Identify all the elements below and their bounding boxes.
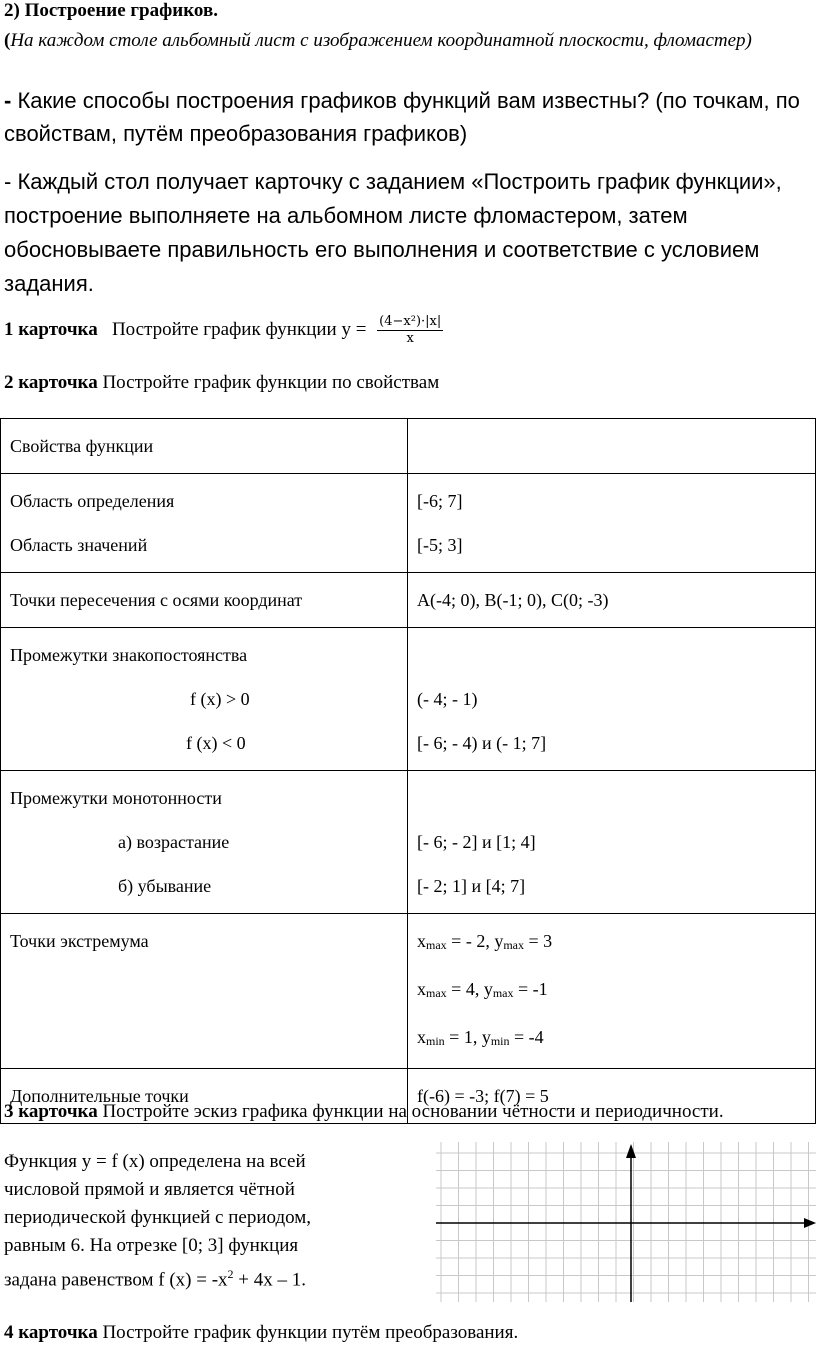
- card-2-label: 2 карточка: [4, 372, 98, 393]
- x-axis-arrow-icon: [804, 1218, 816, 1228]
- table-row: [1, 628, 816, 771]
- card-2: [4, 372, 439, 394]
- question-methods: - Какие способы построения графиков функций вам известны? (по точкам, по свойствам, путём преобразования графиков): [4, 88, 800, 146]
- card-3-text: Постройте эскиз графика функции на основании чётности и периодичности.: [97, 1101, 724, 1122]
- extremum-1: $x_{max}$ = - 2, $y_{max} = 3$: [417, 931, 553, 952]
- increasing-value: [- 6; - 2] и [1; 4]: [417, 832, 536, 852]
- card-1: [4, 314, 443, 360]
- table-row: [1, 419, 816, 474]
- formula-numerator: (4−x²)·|x|: [379, 314, 442, 329]
- positive-label: f (x) > 0: [190, 689, 250, 709]
- formula-denominator: x: [406, 331, 414, 346]
- card-4: [4, 1322, 518, 1344]
- extra-points-value: f(-6) = -3; f(7) = 5: [408, 1069, 816, 1124]
- sign-label: Промежутки знакопостоянства: [10, 645, 248, 665]
- card-2-text: Постройте график функции по свойствам: [97, 372, 440, 393]
- card-1-formula: [377, 314, 443, 347]
- table-row: [1, 771, 816, 914]
- extremum-3: $x_{min} = 1$, $y_{min} = -4$: [417, 1027, 544, 1048]
- table-row: [1, 474, 816, 573]
- intersect-label: Точки пересечения с осями координат: [1, 573, 408, 628]
- properties-table: [0, 418, 816, 1124]
- card-4-label: 4 карточка: [4, 1322, 98, 1343]
- card-1-text: Постройте график функции у =: [111, 318, 367, 340]
- range-value: [-5; 3]: [417, 535, 463, 555]
- domain-value: [-6; 7]: [417, 491, 463, 511]
- card-3-description: Функция у = f (x) определена на всей числовой прямой и является чётной периодической функцией с периодом, равным 6. На отрезке [0; 3] функция задана равенством f $(x) = -x^2 + 4x - 1$.: [4, 1151, 312, 1291]
- table-row: [1, 914, 816, 1069]
- section-title: 2) Построение графиков.: [4, 0, 218, 21]
- coordinate-grid: [436, 1142, 816, 1302]
- monotonicity-label: Промежутки монотонности: [10, 788, 222, 808]
- negative-value: [- 6; - 4) и (- 1; 7]: [417, 733, 547, 753]
- card-4-text: Постройте график функции путём преобразования.: [97, 1322, 519, 1343]
- extra-points-label: Дополнительные точки: [1, 1069, 408, 1124]
- question-instructions: - Каждый стол получает карточку с заданием «Построить график функции», построение выполняете на альбомном листе фломастером, затем обосновываете правильность его выполнения и соответствие с условием задания.: [4, 169, 782, 296]
- decreasing-value: [- 2; 1] и [4; 7]: [417, 876, 526, 896]
- card-3-label: 3 карточка: [4, 1101, 98, 1122]
- increasing-label: а) возрастание: [118, 832, 230, 852]
- card-1-label: 1 карточка: [4, 318, 98, 340]
- y-axis-arrow-icon: [626, 1144, 636, 1158]
- table-header-empty: [408, 419, 816, 474]
- extremum-label: Точки экстремума: [1, 914, 408, 1069]
- table-header: Свойства функции: [1, 419, 408, 474]
- range-label: Область значений: [10, 535, 148, 555]
- extremum-2: $x_{max} = 4$, $y_{max} = -1$: [417, 979, 548, 1000]
- domain-label: Область определения: [10, 491, 175, 511]
- negative-label: f (x) < 0: [186, 733, 246, 753]
- intro-note: (На каждом столе альбомный лист с изображением координатной плоскости, фломастер): [4, 30, 752, 51]
- card-3: [4, 1101, 724, 1123]
- decreasing-label: б) убывание: [118, 876, 212, 896]
- positive-value: (- 4; - 1): [417, 689, 478, 709]
- grid-lines: [436, 1142, 816, 1302]
- intersect-value: A(-4; 0), B(-1; 0), C(0; -3): [408, 573, 816, 628]
- table-row: [1, 573, 816, 628]
